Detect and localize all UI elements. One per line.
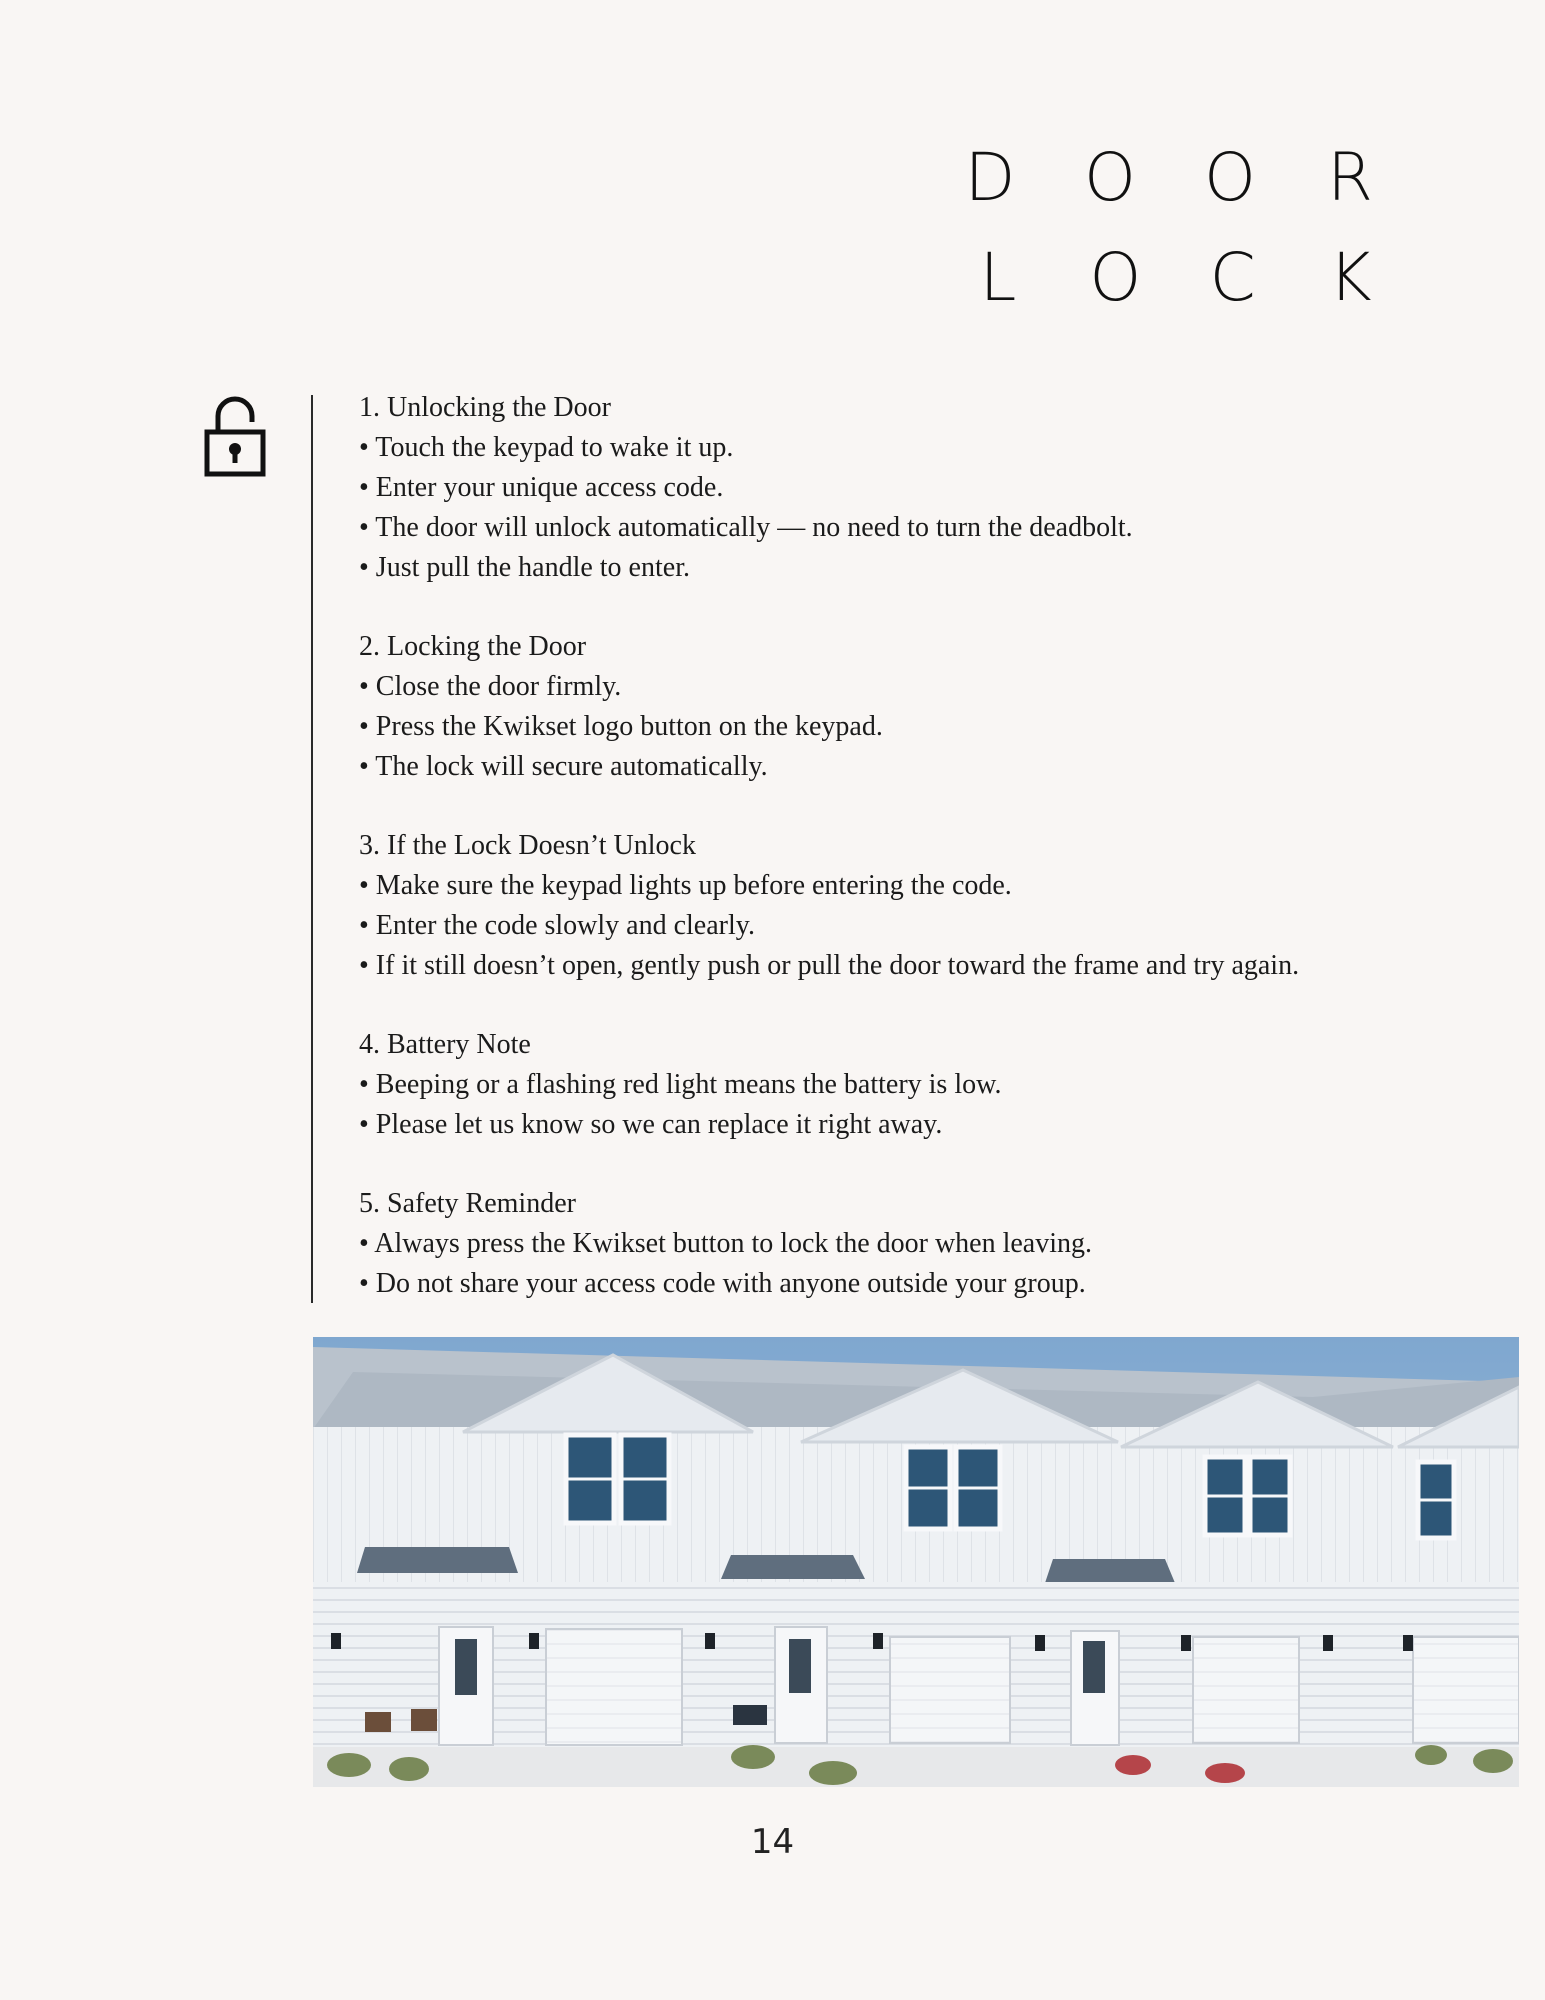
section-heading: 1. Unlocking the Door (359, 392, 611, 423)
page-number: 14 (750, 1822, 795, 1862)
title-letter: L (979, 239, 1017, 316)
section-locking (359, 627, 1509, 787)
bullet-item: • Enter the code slowly and clearly. (359, 910, 755, 941)
bullet-item: • Just pull the handle to enter. (359, 552, 690, 583)
title-letter: O (1084, 139, 1136, 216)
title-line-lock (960, 228, 1380, 328)
title-letter: O (1089, 239, 1142, 316)
bullet-item: • Close the door firmly. (359, 671, 622, 702)
section-safety (359, 1184, 1509, 1304)
section-heading: 5. Safety Reminder (359, 1188, 576, 1219)
unlocked-padlock-icon (204, 394, 268, 478)
section-unlocking (359, 388, 1509, 588)
bullet-item: • Press the Kwikset logo button on the keypad. (359, 711, 883, 742)
title-line-door (960, 128, 1380, 228)
bullet-item: • Always press the Kwikset button to lock the door when leaving. (359, 1228, 1093, 1259)
title-letter: C (1209, 239, 1256, 316)
title-letter: D (964, 139, 1016, 216)
bullet-item: • Touch the keypad to wake it up. (359, 432, 734, 463)
bullet-item: • Do not share your access code with anyone outside your group. (359, 1268, 1086, 1299)
section-battery (359, 1025, 1509, 1145)
townhouse-photo (313, 1337, 1519, 1787)
page-title (960, 128, 1380, 328)
bullet-item: • Enter your unique access code. (359, 472, 724, 503)
bullet-item: • Please let us know so we can replace it right away. (359, 1109, 943, 1140)
section-heading: 4. Battery Note (359, 1029, 531, 1060)
instructions (359, 388, 1509, 1304)
bullet-item: • Beeping or a flashing red light means the battery is low. (359, 1069, 1002, 1100)
bullet-item: • If it still doesn’t open, gently push or pull the door toward the frame and try again. (359, 950, 1300, 981)
section-troubleshooting (359, 826, 1509, 986)
bullet-item: • The door will unlock automatically — no need to turn the deadbolt. (359, 512, 1133, 543)
section-heading: 3. If the Lock Doesn’t Unlock (359, 830, 696, 861)
title-letter: R (1327, 139, 1373, 216)
bullet-item: • Make sure the keypad lights up before entering the code. (359, 870, 1012, 901)
title-letter: K (1328, 239, 1372, 316)
section-heading: 2. Locking the Door (359, 631, 587, 662)
vertical-divider (311, 395, 313, 1303)
bullet-item: • The lock will secure automatically. (359, 751, 768, 782)
title-letter: O (1204, 139, 1256, 216)
